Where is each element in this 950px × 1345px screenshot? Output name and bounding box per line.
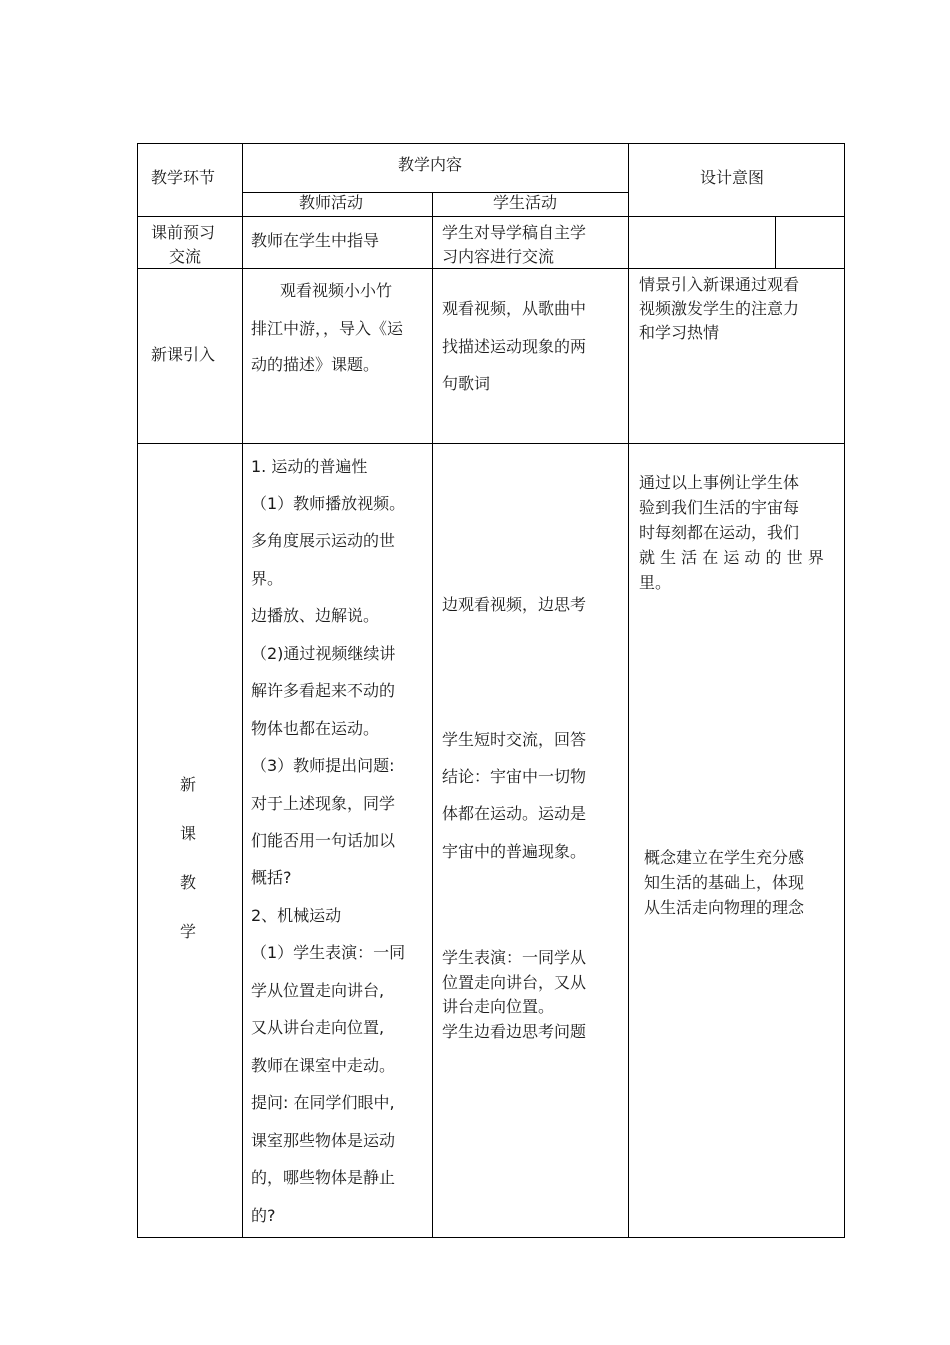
preview-stage-line: 课前预习 xyxy=(151,223,216,242)
teaching-stage-char: 新 xyxy=(180,775,197,794)
teaching-teacher-line: 2、机械运动 xyxy=(251,906,342,925)
intro-teacher-line: 排江中游，，导入《运 xyxy=(251,319,404,338)
header-teacher: 教师活动 xyxy=(299,193,364,212)
preview-student-line: 习内容进行交流 xyxy=(442,247,555,266)
header-design: 设计意图 xyxy=(700,168,765,187)
teaching-teacher-line: 1. 运动的普遍性 xyxy=(251,457,368,476)
table-bottom-border xyxy=(137,1237,845,1238)
teaching-teacher-line: 对于上述现象，同学 xyxy=(251,794,396,813)
teaching-student-c-line: 学生边看边思考问题 xyxy=(442,1022,587,1041)
teaching-design-a-line: 通过以上事例让学生体 xyxy=(639,473,800,492)
teaching-student-a: 边观看视频，边思考 xyxy=(442,595,587,614)
teaching-design-a-line: 验到我们生活的宇宙每 xyxy=(639,498,800,517)
table-top-border xyxy=(137,143,845,144)
teaching-teacher-line: （1）教师播放视频。 xyxy=(251,494,406,513)
intro-design-line: 情景引入新课通过观看 xyxy=(639,275,800,294)
header-student: 学生活动 xyxy=(493,193,558,212)
table-left-border xyxy=(137,143,138,1238)
intro-student-line: 观看视频，从歌曲中 xyxy=(442,299,587,318)
intro-teacher-line: 观看视频小小竹 xyxy=(280,281,393,300)
teaching-teacher-line: 们能否用一句话加以 xyxy=(251,831,396,850)
teaching-stage-char: 课 xyxy=(180,824,197,843)
preview-row-bottom-border xyxy=(137,268,845,269)
teacher-student-divider xyxy=(432,192,433,1238)
teaching-design-b-line: 知生活的基础上，体现 xyxy=(644,873,805,892)
header-stage: 教学环节 xyxy=(151,168,216,187)
teaching-student-c-line: 位置走向讲台，又从 xyxy=(442,973,587,992)
teaching-teacher-line: 又从讲台走向位置, xyxy=(251,1018,385,1037)
preview-design-inner-divider xyxy=(775,216,776,269)
teaching-teacher-line: （3）教师提出问题: xyxy=(251,756,395,775)
header-bottom-border xyxy=(137,216,845,217)
teaching-design-b-line: 从生活走向物理的理念 xyxy=(644,898,805,917)
preview-stage-line: 交流 xyxy=(169,247,202,266)
teaching-teacher-line: （1）学生表演：一同 xyxy=(251,943,406,962)
teaching-teacher-line: （2)通过视频继续讲 xyxy=(251,644,396,663)
teaching-teacher-line: 的，哪些物体是静止 xyxy=(251,1168,396,1187)
teaching-stage-char: 学 xyxy=(180,922,197,941)
intro-row-bottom-border xyxy=(137,443,845,444)
intro-teacher-line: 动的描述》课题。 xyxy=(251,355,380,374)
teaching-design-a-line: 里。 xyxy=(639,573,672,592)
teaching-design-b-line: 概念建立在学生充分感 xyxy=(644,848,805,867)
teaching-student-b-line: 宇宙中的普遍现象。 xyxy=(442,842,587,861)
intro-design-line: 和学习热情 xyxy=(639,323,720,342)
intro-stage: 新课引入 xyxy=(151,345,216,364)
stage-column-divider xyxy=(242,143,243,1238)
teaching-stage-char: 教 xyxy=(180,873,197,892)
teaching-teacher-line: 物体也都在运动。 xyxy=(251,719,380,738)
teaching-design-a-line: 就 生 活 在 运 动 的 世 界 xyxy=(639,548,824,567)
teaching-teacher-line: 教师在课室中走动。 xyxy=(251,1056,396,1075)
teaching-student-b-line: 结论：宇宙中一切物 xyxy=(442,767,587,786)
preview-teacher: 教师在学生中指导 xyxy=(251,231,380,250)
teaching-student-c-line: 讲台走向位置。 xyxy=(442,997,555,1016)
teaching-student-c-line: 学生表演：一同学从 xyxy=(442,948,587,967)
teaching-teacher-line: 多角度展示运动的世 xyxy=(251,531,396,550)
teaching-teacher-line: 课室那些物体是运动 xyxy=(251,1131,396,1150)
teaching-teacher-line: 提问: 在同学们眼中, xyxy=(251,1093,395,1112)
intro-student-line: 句歌词 xyxy=(442,374,491,393)
table-right-border xyxy=(844,143,845,1238)
teaching-student-b-line: 学生短时交流，回答 xyxy=(442,730,587,749)
teaching-student-b-line: 体都在运动。运动是 xyxy=(442,804,587,823)
content-design-divider xyxy=(628,143,629,1238)
teaching-teacher-line: 界。 xyxy=(251,569,284,588)
intro-student-line: 找描述运动现象的两 xyxy=(442,337,587,356)
preview-student-line: 学生对导学稿自主学 xyxy=(442,223,587,242)
teaching-design-a-line: 时每刻都在运动，我们 xyxy=(639,523,800,542)
teaching-teacher-line: 概括? xyxy=(251,868,292,887)
header-content: 教学内容 xyxy=(398,155,463,174)
teaching-teacher-line: 学从位置走向讲台, xyxy=(251,981,385,1000)
teaching-teacher-line: 解许多看起来不动的 xyxy=(251,681,396,700)
teaching-teacher-line: 的? xyxy=(251,1206,276,1225)
teaching-teacher-line: 边播放、边解说。 xyxy=(251,606,380,625)
intro-design-line: 视频激发学生的注意力 xyxy=(639,299,800,318)
